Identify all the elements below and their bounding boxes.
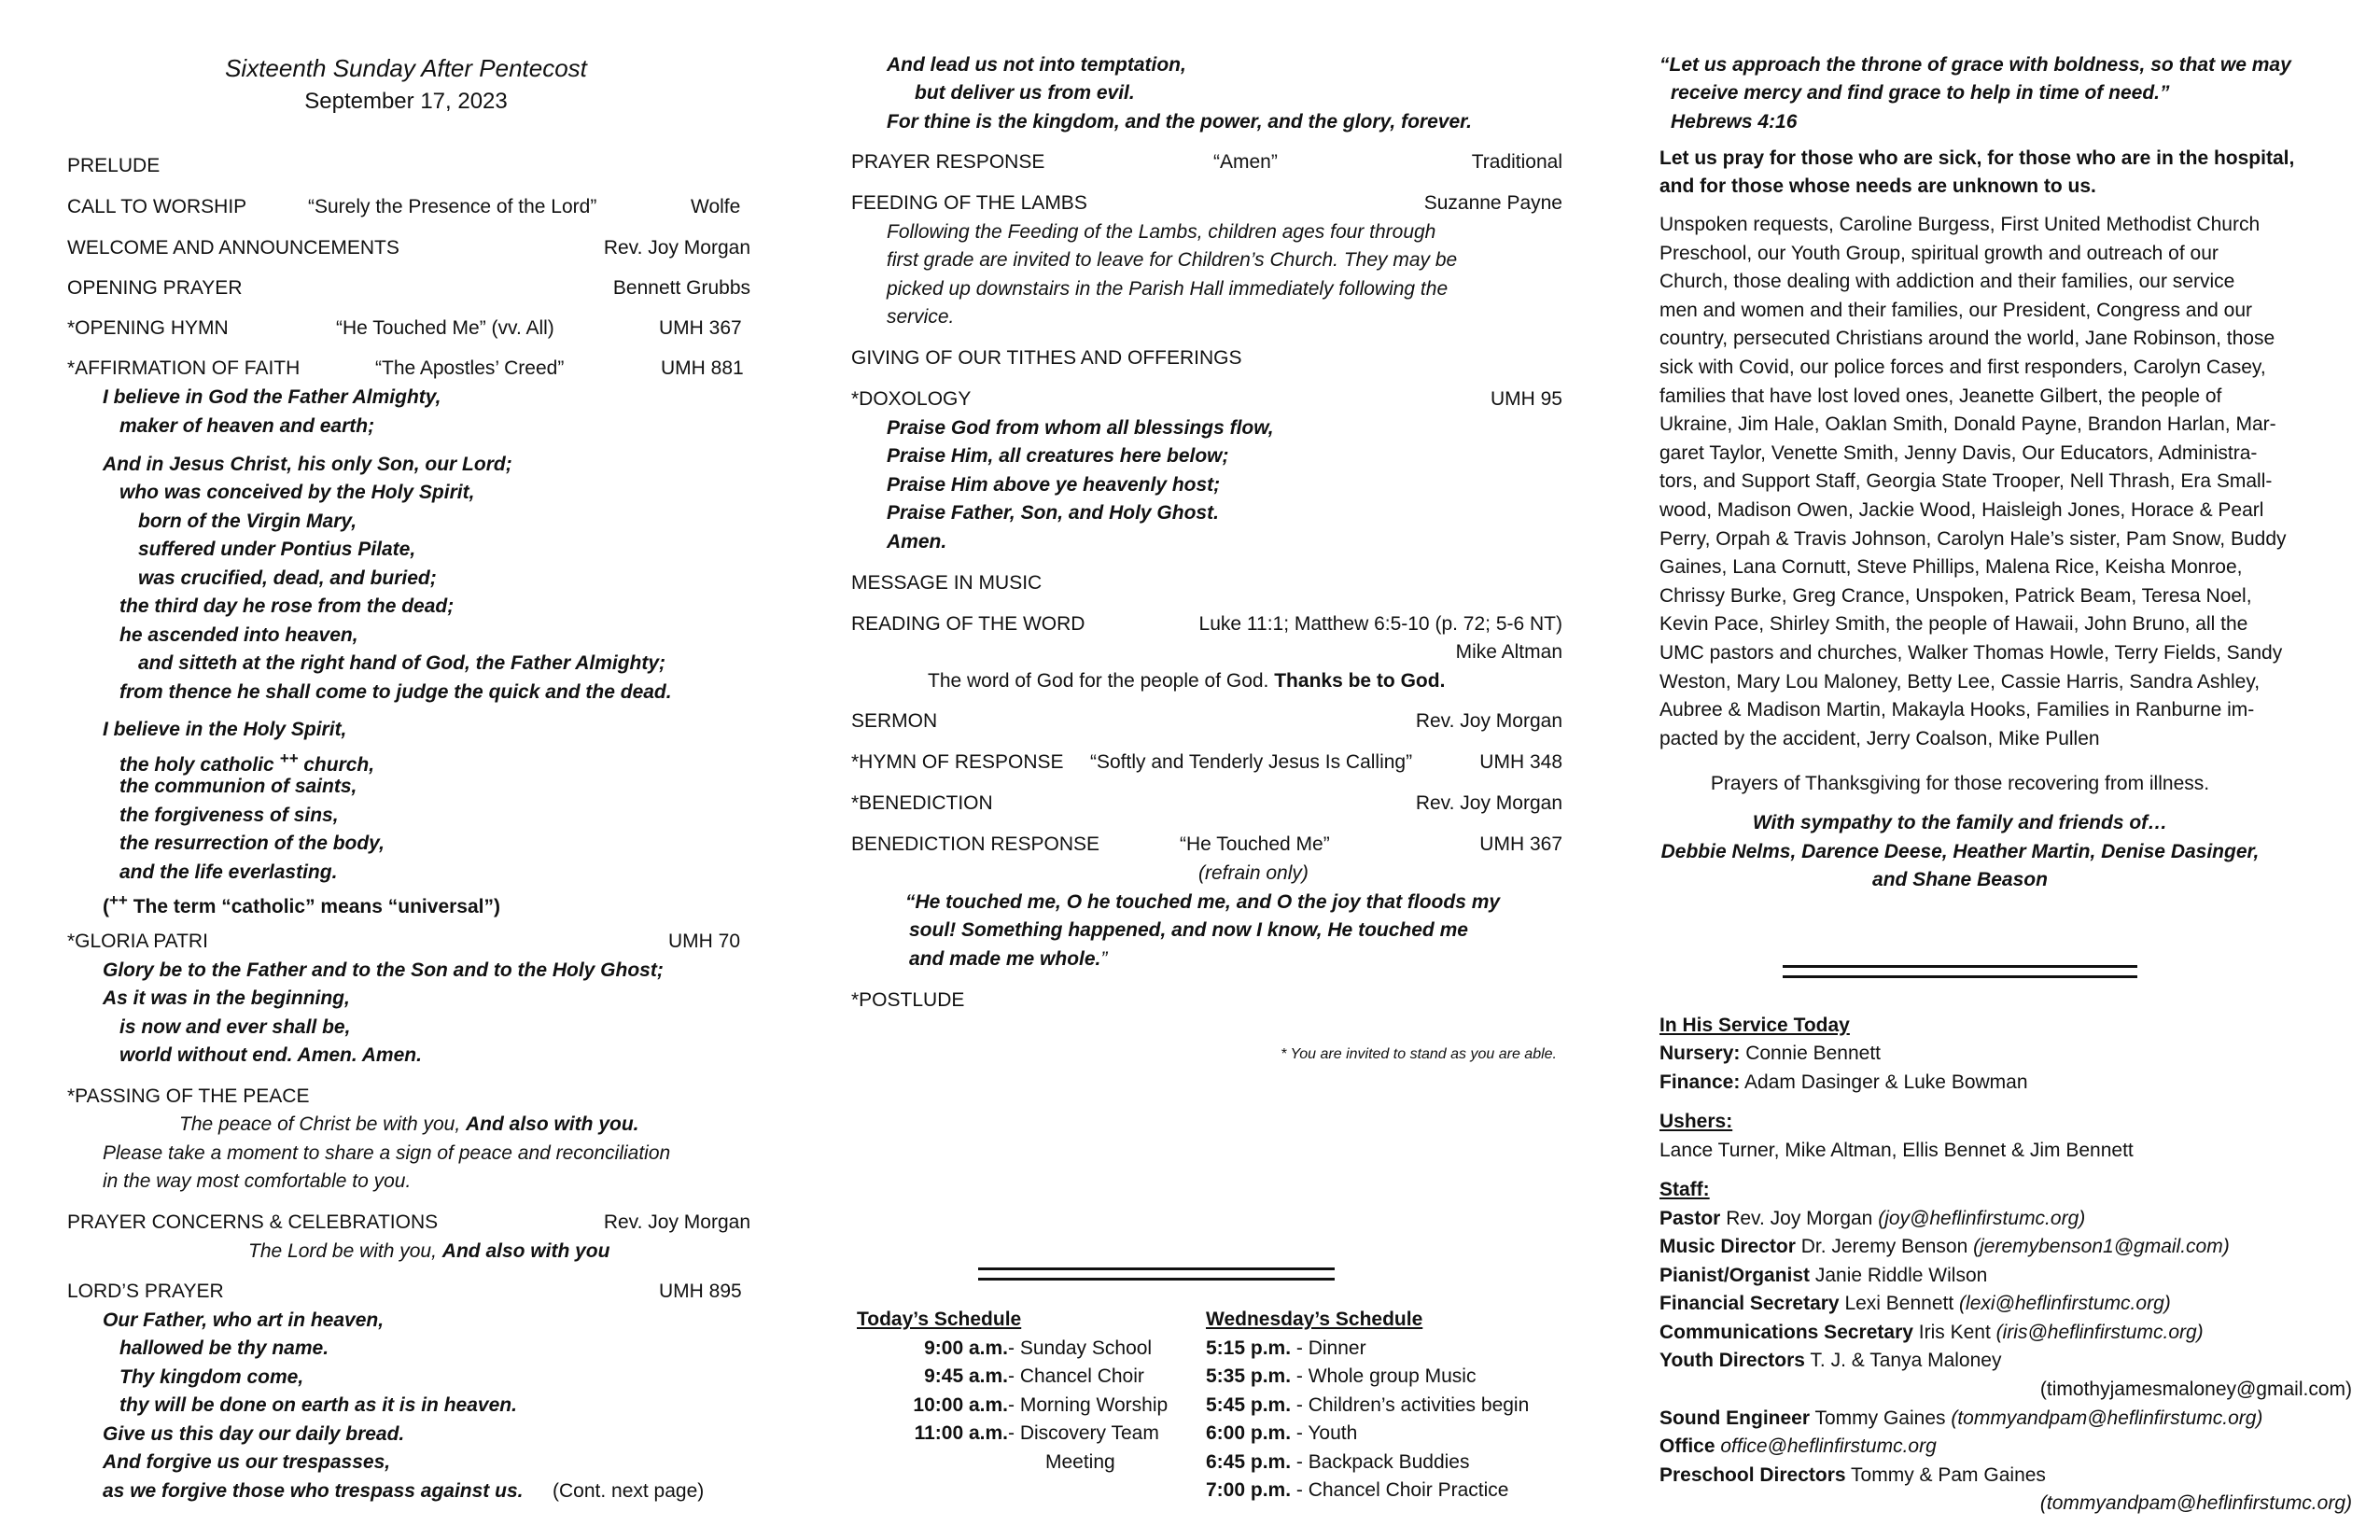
wednesday-time: 7:00 p.m. [1206,1479,1292,1501]
concerns-ref: Rev. Joy Morgan [603,1211,750,1233]
tithes-label: GIVING OF OUR TITHES AND OFFERINGS [851,347,1242,369]
prayer-list-line: country, persecuted Christians around the world, Jane Robinson, those [1659,328,2275,350]
message-in-music-label: MESSAGE IN MUSIC [851,572,1043,594]
peace-line [179,1112,639,1138]
call-to-worship-label: CALL TO WORSHIP [67,196,247,217]
refrain-line: “He touched me, O he touched me, and O the joy that floods my [905,891,1501,913]
staff-line [1659,1320,2204,1346]
youth-email: (timothyjamesmaloney@gmail.com) [2039,1379,2352,1400]
prayer-list-line: Weston, Mary Lou Maloney, Betty Lee, Cassie Harris, Sandra Ashley, [1659,670,2261,693]
thanksgiving-note: Prayers of Thanksgiving for those recovering from illness. [1710,773,2210,794]
peace-response: And also with you. [466,1113,639,1135]
sympathy-names: Debbie Nelms, Darence Deese, Heather Martin, Denise Dasinger, [1660,841,2260,862]
prayer-list-line: Chrissy Burke, Greg Crance, Unspoken, Patrick Beam, Teresa Noel, [1659,584,2252,607]
prayer-list-line: sick with Covid, our police forces and first responders, Carolyn Casey, [1659,357,2266,378]
opening-hymn-label: *OPENING HYMN [67,317,229,339]
staff-role: Music Director [1659,1236,1796,1257]
refrain-text: and made me whole. [909,948,1101,970]
peace-instruction: in the way most comfortable to you. [103,1170,412,1192]
doxology-line: Praise Him above ye heavenly host; [887,474,1221,496]
staff-email: office@heflinfirstumc.org [1720,1435,1937,1457]
footnote-paren: ( [103,896,109,917]
creed-line: from thence he shall come to judge the quick and the dead. [119,681,672,703]
staff-line [1659,1348,2001,1374]
feeding-label: FEEDING OF THE LAMBS [851,192,1087,214]
refrain-line [909,946,1107,973]
staff-line [1659,1291,2171,1317]
nursery-label: Nursery: [1659,1043,1741,1064]
staff-role: Youth Directors [1659,1350,1805,1371]
staff-name: Rev. Joy Morgan [1720,1208,1879,1229]
creed-line: And in Jesus Christ, his only Son, our Lord; [103,454,512,475]
lords-prayer-ref: UMH 895 [659,1281,742,1302]
staff-name: Janie Riddle Wilson [1810,1265,1988,1286]
hymn-response-ref: UMH 348 [1479,751,1562,773]
opening-prayer-label: OPENING PRAYER [67,277,243,299]
lords-prayer-line: For thine is the kingdom, and the power, and the glory, forever. [887,111,1472,133]
prayer-heading: and for those whose needs are unknown to us. [1659,175,2096,197]
service-title: Sixteenth Sunday After Pentecost [225,54,587,82]
staff-line [1659,1263,1987,1289]
gloria-label: *GLORIA PATRI [67,931,208,952]
lords-prayer-line: Our Father, who art in heaven, [103,1309,385,1331]
staff-line [1659,1206,2085,1232]
benediction-label: *BENEDICTION [851,792,993,814]
staff-email: (lexi@heflinfirstumc.org) [1959,1293,2171,1314]
feeding-note: Following the Feeding of the Lambs, children ages four through [887,221,1436,243]
wednesday-time: 5:15 p.m. [1206,1337,1292,1359]
gloria-line: Glory be to the Father and to the Son and to the Holy Ghost; [103,959,664,981]
prayer-list-line: Unspoken requests, Caroline Burgess, First United Methodist Church [1659,214,2261,235]
staff-email: (iris@heflinfirstumc.org) [1995,1322,2204,1343]
prayer-list-line: Ukraine, Jim Hale, Oaklan Smith, Donald Payne, Brandon Harlan, Mar- [1659,413,2276,436]
peace-label: *PASSING OF THE PEACE [67,1085,310,1107]
staff-email: (tommyandpam@heflinfirstumc.org) [1951,1407,2263,1429]
benediction-ref: Rev. Joy Morgan [1415,792,1562,814]
concerns-response: And also with you [441,1240,610,1262]
staff-name: Lexi Bennett [1839,1293,1960,1314]
welcome-label: WELCOME AND ANNOUNCEMENTS [67,237,399,259]
creed-text: church, [303,754,375,776]
creed-line: maker of heaven and earth; [119,415,375,437]
service-date: September 17, 2023 [304,89,508,114]
reading-answer: Thanks be to God. [1274,670,1446,692]
reading-label: READING OF THE WORD [851,613,1085,635]
prayer-list-line: Aubree & Madison Martin, Makayla Hooks, Families in Ranburne im- [1659,699,2255,721]
opening-hymn-title: “He Touched Me” (vv. All) [336,317,554,339]
staff-email: (jeremybenson1@gmail.com) [1973,1236,2230,1257]
today-text: - Morning Worship [1008,1394,1169,1416]
today-text: - Chancel Choir [1008,1365,1144,1387]
creed-line: and sitteth at the right hand of God, the Father Almighty; [138,652,666,674]
wednesday-time: 5:35 p.m. [1206,1365,1292,1387]
wednesday-item [1206,1364,1476,1390]
wednesday-time: 6:45 p.m. [1206,1451,1292,1473]
feeding-ref: Suzanne Payne [1423,192,1562,214]
prayer-list-line: Perry, Orpah & Travis Johnson, Carolyn Hale’s sister, Pam Snow, Buddy [1659,527,2287,550]
gloria-line: As it was in the beginning, [103,987,350,1009]
wednesday-item [1206,1477,1508,1504]
staff-role: Preschool Directors [1659,1464,1846,1486]
staff-name: Dr. Jeremy Benson [1795,1236,1974,1257]
benediction-response-label: BENEDICTION RESPONSE [851,833,1100,855]
hymn-response-label: *HYMN OF RESPONSE [851,751,1064,773]
staff-role: Office [1659,1435,1715,1457]
wednesday-time: 6:00 p.m. [1206,1422,1292,1444]
doxology-line: Amen. [887,531,947,553]
lords-prayer-line: And forgive us our trespasses, [103,1451,391,1473]
prayer-list-line: Kevin Pace, Shirley Smith, the people of Hawaii, John Bruno, all the [1659,613,2248,636]
concerns-line [248,1239,609,1265]
staff-name: T. J. & Tanya Maloney [1804,1350,2002,1371]
prayer-response-ref: Traditional [1471,151,1562,173]
staff-name: Iris Kent [1912,1322,1996,1343]
concerns-label: PRAYER CONCERNS & CELEBRATIONS [67,1211,439,1233]
reading-reader: Mike Altman [1455,641,1562,663]
today-time: 10:00 a.m. [913,1394,1008,1416]
creed-line: I believe in the Holy Spirit, [103,719,347,740]
staff-role: Sound Engineer [1659,1407,1811,1429]
peace-instruction: Please take a moment to share a sign of peace and reconciliation [103,1142,671,1164]
staff-heading: Staff: [1659,1179,1710,1200]
sermon-ref: Rev. Joy Morgan [1415,710,1562,732]
staff-line [1659,1434,1937,1460]
staff-line [1659,1463,2046,1489]
lords-prayer-line: And lead us not into temptation, [887,54,1186,76]
sympathy-names: and Shane Beason [1872,869,2048,890]
refrain-close-quote: ” [1100,948,1108,970]
prayer-response-title: “Amen” [1213,151,1278,173]
creed-line: I believe in God the Father Almighty, [103,386,441,408]
today-time: 9:00 a.m. [924,1337,1008,1359]
doxology-label: *DOXOLOGY [851,388,972,410]
doxology-ref: UMH 95 [1490,388,1562,410]
prelude-label: PRELUDE [67,155,161,176]
creed-line: the communion of saints, [119,776,357,797]
footnote-text: The term “catholic” means “universal”) [127,896,500,917]
prayer-heading: Let us pray for those who are sick, for those who are in the hospital, [1659,147,2295,169]
scripture-quote: “Let us approach the throne of grace with boldness, so that we may [1659,54,2291,76]
today-time: 9:45 a.m. [924,1365,1008,1387]
today-time: 11:00 a.m. [914,1422,1008,1444]
nursery-name: Connie Bennett [1740,1043,1881,1064]
prayer-list-line: wood, Madison Owen, Jackie Wood, Haisleigh Jones, Horace & Pearl [1659,499,2264,521]
affirmation-ref: UMH 881 [661,357,744,379]
creed-line: the third day he rose from the dead; [119,595,455,617]
feeding-note: picked up downstairs in the Parish Hall immediately following the [887,278,1449,300]
today-text-cont: Meeting [1045,1451,1115,1473]
wednesday-text: - Chancel Choir Practice [1291,1479,1509,1501]
prayer-list-line: Preschool, our Youth Group, spiritual growth and outreach of our [1659,242,2219,264]
lords-prayer-line: but deliver us from evil. [915,82,1135,104]
lords-prayer-line: Thy kingdom come, [119,1366,304,1388]
wednesday-item [1206,1421,1357,1447]
prayer-response-label: PRAYER RESPONSE [851,151,1045,173]
continued-note: (Cont. next page) [553,1480,705,1502]
prayer-list-line: Church, those dealing with addiction and their families, our service [1659,271,2235,293]
wednesday-item [1206,1393,1529,1419]
creed-line: born of the Virgin Mary, [138,511,357,532]
section-divider [978,1267,1335,1281]
staff-name: Tommy Gaines [1810,1407,1952,1429]
gloria-line: is now and ever shall be, [119,1016,351,1038]
affirmation-label: *AFFIRMATION OF FAITH [67,357,301,379]
staff-role: Communications Secretary [1659,1322,1913,1343]
refrain-line: soul! Something happened, and now I know, He touched me [909,919,1468,941]
creed-footnote [103,888,500,920]
wednesday-text: - Dinner [1291,1337,1366,1359]
creed-line: he ascended into heaven, [119,624,358,646]
creed-line: the forgiveness of sins, [119,805,339,826]
creed-line: and the life everlasting. [119,861,338,883]
feeding-note: service. [887,306,955,328]
wednesday-text: - Backpack Buddies [1291,1451,1470,1473]
prayer-list-line: tors, and Support Staff, Georgia State Trooper, Nell Thrash, Era Small- [1659,470,2273,493]
service-today-heading: In His Service Today [1659,1015,1850,1036]
nursery-line [1659,1041,1881,1067]
reading-call: The word of God for the people of God. [928,670,1275,692]
concerns-call: The Lord be with you, [248,1240,442,1262]
benediction-response-title: “He Touched Me” [1180,833,1330,855]
staff-role: Pastor [1659,1208,1721,1229]
scripture-reference: Hebrews 4:16 [1671,111,1798,133]
doxology-line: Praise God from whom all blessings flow, [887,417,1274,439]
staff-line [1659,1234,2230,1260]
gloria-ref: UMH 70 [668,931,741,952]
ushers-heading: Ushers: [1659,1111,1733,1132]
creed-line: the resurrection of the body, [119,833,385,854]
reading-response [928,668,1445,694]
prayer-list-line: garet Taylor, Venette Smith, Jenny Davis, Our Educators, Administra- [1659,441,2258,464]
benediction-response-ref: UMH 367 [1479,833,1562,855]
wednesday-text: - Youth [1291,1422,1358,1444]
prayer-list-line: men and women and their families, our President, Congress and our [1659,299,2253,321]
preschool-email: (tommyandpam@heflinfirstumc.org) [2039,1492,2352,1514]
gloria-line: world without end. Amen. Amen. [119,1044,422,1066]
wednesday-item [1206,1336,1366,1362]
section-divider [1783,965,2137,978]
sermon-label: SERMON [851,710,938,732]
staff-role: Financial Secretary [1659,1293,1840,1314]
staff-line [1659,1406,2262,1432]
footnote-mark: ++ [109,891,128,909]
staff-role: Pianist/Organist [1659,1265,1811,1286]
feeding-note: first grade are invited to leave for Children’s Church. They may be [887,249,1458,271]
peace-call: The peace of Christ be with you, [179,1113,466,1135]
creed-line: was crucified, dead, and buried; [138,567,437,589]
lords-prayer-line: hallowed be thy name. [119,1337,329,1359]
prayer-list-line: families that have lost loved ones, Jeanette Gilbert, the people of [1659,385,2222,407]
opening-prayer-ref: Bennett Grubbs [612,277,750,299]
reading-ref: Luke 11:1; Matthew 6:5-10 (p. 72; 5-6 NT) [1198,613,1562,635]
wednesday-text: - Whole group Music [1291,1365,1477,1387]
today-text: - Discovery Team [1008,1422,1159,1444]
stand-note: * You are invited to stand as you are able. [1281,1046,1557,1062]
doxology-line: Praise Father, Son, and Holy Ghost. [887,502,1219,524]
finance-line [1659,1070,2028,1096]
call-to-worship-ref: Wolfe [691,196,741,217]
sympathy-heading: With sympathy to the family and friends of… [1752,812,2168,833]
staff-email: (joy@heflinfirstumc.org) [1878,1208,2086,1229]
finance-label: Finance: [1659,1071,1741,1093]
wednesday-text: - Children’s activities begin [1291,1394,1530,1416]
creed-text: the holy catholic [119,754,274,776]
scripture-quote: receive mercy and find grace to help in time of need.” [1671,82,2170,104]
call-to-worship-title: “Surely the Presence of the Lord” [308,196,597,217]
prayer-list-line: UMC pastors and churches, Walker Thomas Howle, Terry Fields, Sandy [1659,642,2283,664]
staff-name: Tommy & Pam Gaines [1845,1464,2046,1486]
lords-prayer-line: as we forgive those who trespass against us. [103,1480,524,1502]
wednesday-time: 5:45 p.m. [1206,1394,1292,1416]
wednesday-schedule-heading: Wednesday’s Schedule [1206,1309,1423,1330]
ushers-names: Lance Turner, Mike Altman, Ellis Bennet & Jim Bennett [1659,1140,2134,1161]
postlude-label: *POSTLUDE [851,989,965,1011]
wednesday-item [1206,1449,1469,1476]
affirmation-title: “The Apostles’ Creed” [375,357,565,379]
creed-line: who was conceived by the Holy Spirit, [119,482,475,503]
finance-names: Adam Dasinger & Luke Bowman [1740,1071,2028,1093]
opening-hymn-ref: UMH 367 [659,317,742,339]
today-schedule-heading: Today’s Schedule [857,1309,1022,1330]
today-text: - Sunday School [1008,1337,1153,1359]
welcome-ref: Rev. Joy Morgan [603,237,750,259]
lords-prayer-line: thy will be done on earth as it is in heaven. [119,1394,517,1416]
prayer-list-line: pacted by the accident, Jerry Coalson, Mike Pullen [1659,727,2100,749]
lords-prayer-label: LORD’S PRAYER [67,1281,224,1302]
doxology-line: Praise Him, all creatures here below; [887,445,1229,467]
lords-prayer-line: Give us this day our daily bread. [103,1423,405,1445]
hymn-response-title: “Softly and Tenderly Jesus Is Calling” [1090,751,1413,773]
creed-footnote-mark: ++ [279,749,299,767]
refrain-note: (refrain only) [1198,862,1309,884]
prayer-list-line: Gaines, Lana Cornutt, Steve Phillips, Malena Rice, Keisha Monroe, [1659,556,2243,579]
creed-line: suffered under Pontius Pilate, [138,539,416,560]
